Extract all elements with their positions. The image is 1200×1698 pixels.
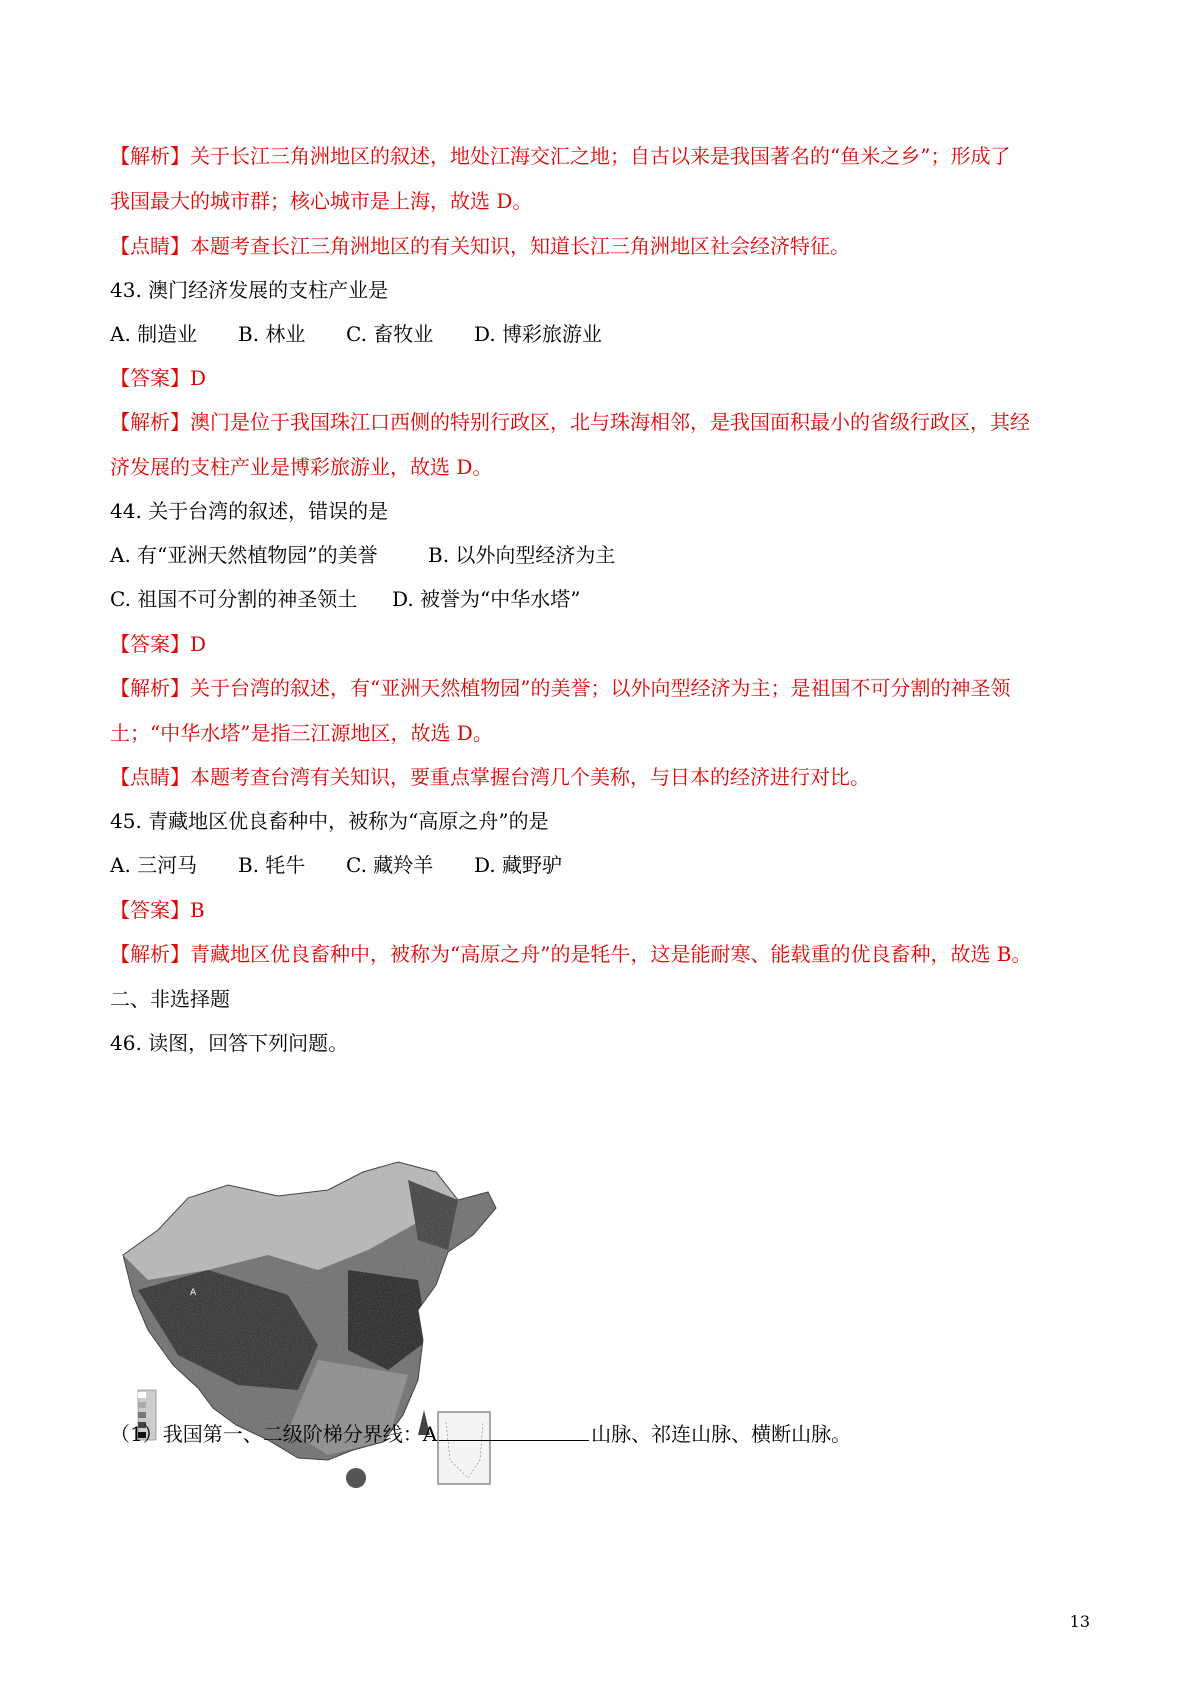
hainan-island [346,1468,366,1488]
question-46-part-1 [110,1420,851,1448]
tip-text: 本题考查台湾有关知识，要重点掌握台湾几个美称，与日本的经济进行对比。 [190,765,870,789]
question-45: 45. 青藏地区优良畜种中，被称为“高原之舟”的是 [110,809,549,833]
question-45-options [110,851,562,879]
option-d: D. 藏野驴 [474,853,563,877]
tip-text: 本题考查长江三角洲地区的有关知识，知道长江三角洲地区社会经济特征。 [190,234,850,258]
analysis-text: 青藏地区优良畜种中，被称为“高原之舟”的是牦牛，这是能耐寒、能载重的优良畜种，故选 B。 [190,942,1032,966]
answer-tag: 【答案】 [110,632,190,656]
analysis-text: 澳门是位于我国珠江口西侧的特别行政区，北与珠海相邻，是我国面积最小的省级行政区，其经 [190,410,1030,434]
option-b: B. 林业 [238,322,306,346]
analysis-continuation: 我国最大的城市群；核心城市是上海，故选 D。 [110,189,533,213]
analysis-text: 关于台湾的叙述，有“亚洲天然植物园”的美誉；以外向型经济为主；是祖国不可分割的神圣领 [190,676,1011,700]
tip-tag: 【点睛】 [110,234,190,258]
answer-tag: 【答案】 [110,366,190,390]
option-a: A. 制造业 [110,322,198,346]
analysis-43 [110,408,1030,436]
question-44-options-row2 [110,585,581,613]
question-43: 43. 澳门经济发展的支柱产业是 [110,278,389,302]
analysis-tag: 【解析】 [110,410,190,434]
question-46: 46. 读图，回答下列问题。 [110,1031,349,1055]
option-c: C. 畜牧业 [346,322,434,346]
section-heading: 二、非选择题 [110,987,230,1011]
analysis-tag: 【解析】 [110,676,190,700]
question-43-options [110,320,602,348]
answer-text: D [190,366,207,390]
option-d: D. 博彩旅游业 [474,322,603,346]
answer-blank[interactable] [439,1420,589,1441]
analysis-tag: 【解析】 [110,144,190,168]
page-number: 13 [1069,1612,1090,1631]
option-c: C. 藏羚羊 [346,853,434,877]
answer-45 [110,896,205,924]
tip-tag: 【点睛】 [110,765,190,789]
option-b: B. 以外向型经济为主 [428,543,616,567]
option-a: A. 有“亚洲天然植物园”的美誉 [110,543,378,567]
answer-text: D [190,632,207,656]
option-b: B. 牦牛 [238,853,306,877]
question-44-options-row1 [110,541,615,569]
question-44: 44. 关于台湾的叙述，错误的是 [110,499,389,523]
answer-tag: 【答案】 [110,898,190,922]
analysis-paragraph [110,142,1010,170]
analysis-44 [110,674,1010,702]
answer-43 [110,364,206,392]
fill-blank-prefix: （1）我国第一、二级阶梯分界线：A [110,1422,438,1446]
tip-44 [110,763,870,791]
option-a: A. 三河马 [110,853,198,877]
analysis-tag: 【解析】 [110,942,190,966]
analysis-text: 关于长江三角洲地区的叙述，地处江海交汇之地；自古以来是我国著名的“鱼米之乡”；形成了 [190,144,1011,168]
fill-blank-suffix: 山脉、祁连山脉、横断山脉。 [591,1422,852,1446]
map-label-a: A [190,1288,197,1298]
analysis-44-continuation: 土；“中华水塔”是指三江源地区，故选 D。 [110,721,493,745]
analysis-45 [110,940,1032,968]
analysis-43-continuation: 济发展的支柱产业是博彩旅游业，故选 D。 [110,455,493,479]
tip-paragraph [110,232,850,260]
answer-44 [110,630,206,658]
answer-text: B [190,898,205,922]
option-c: C. 祖国不可分割的神圣领土 [110,587,358,611]
option-d: D. 被誉为“中华水塔” [392,587,581,611]
